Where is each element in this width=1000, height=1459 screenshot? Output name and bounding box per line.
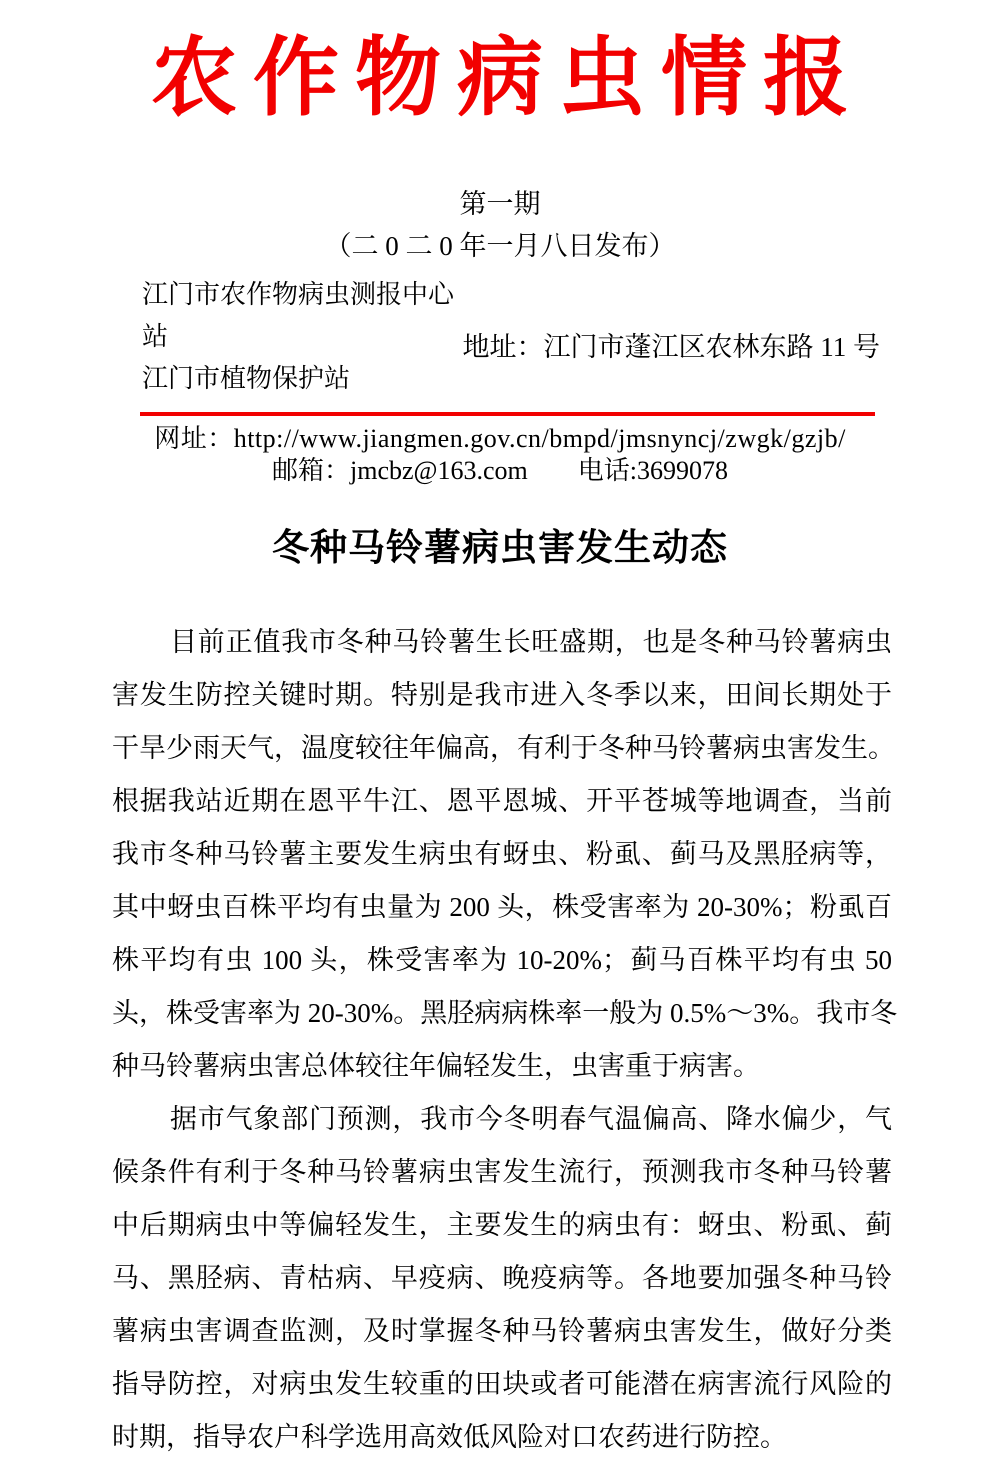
body-line: 种马铃薯病虫害总体较往年偏轻发生，虫害重于病害。 <box>112 1051 760 1081</box>
body-line: 时期，指导农户科学选用高效低风险对口农药进行防控。 <box>112 1422 787 1452</box>
body-line: 据市气象部门预测，我市今冬明春气温偏高、降水偏少，气 <box>170 1104 892 1134</box>
publisher-orgs <box>142 274 463 400</box>
body-line: 株平均有虫 100 头，株受害率为 10-20%；蓟马百株平均有虫 50 <box>112 945 892 975</box>
body-line: 马、黑胫病、青枯病、早疫病、晚疫病等。各地要加强冬种马铃 <box>112 1263 892 1293</box>
body-line: 指导防控，对病虫发生较重的田块或者可能潜在病害流行风险的 <box>112 1369 892 1399</box>
publisher-org-2: 江门市植物保护站 <box>142 364 351 393</box>
email-text: 邮箱：jmcbz@163.com <box>272 456 528 485</box>
publish-date: （二 0 二 0 年一月八日发布） <box>324 231 676 261</box>
body-line: 根据我站近期在恩平牛江、恩平恩城、开平苍城等地调查，当前 <box>112 786 892 816</box>
issue-number: 第一期 <box>459 189 541 219</box>
article <box>0 524 1000 1459</box>
body-line: 中后期病虫中等偏轻发生，主要发生的病虫有：蚜虫、粉虱、蓟 <box>112 1210 892 1240</box>
body-line: 头，株受害率为 20-30%。黑胫病病株率一般为 0.5%～3%。我市冬 <box>112 998 898 1028</box>
bulletin-title: 农作物病虫情报 <box>151 30 865 126</box>
body-line: 候条件有利于冬种马铃薯病虫害发生流行，预测我市冬种马铃薯 <box>112 1157 892 1187</box>
body-line: 目前正值我市冬种马铃薯生长旺盛期，也是冬种马铃薯病虫 <box>170 627 892 657</box>
phone-text: 电话:3699078 <box>577 456 728 485</box>
body-line: 害发生防控关键时期。特别是我市进入冬季以来，田间长期处于 <box>112 680 892 710</box>
masthead <box>0 0 1000 486</box>
publisher-org-1: 江门市农作物病虫测报中心站 <box>142 280 455 351</box>
website-line: 网址：http://www.jiangmen.gov.cn/bmpd/jmsnyncj/zwgk/gzjb/ <box>154 424 846 453</box>
body-line: 我市冬种马铃薯主要发生病虫有蚜虫、粉虱、蓟马及黑胫病等， <box>112 839 892 869</box>
publisher-address: 地址：江门市蓬江区农林东路 11 号 <box>462 331 880 362</box>
contact-line <box>0 456 1000 486</box>
body-line: 薯病虫害调查监测，及时掌握冬种马铃薯病虫害发生，做好分类 <box>112 1316 892 1346</box>
body-line: 其中蚜虫百株平均有虫量为 200 头，株受害率为 20-30%；粉虱百 <box>112 892 892 922</box>
publisher-info-row <box>142 274 880 400</box>
masthead-divider-rule <box>140 412 875 416</box>
article-body <box>112 616 898 1459</box>
article-heading: 冬种马铃薯病虫害发生动态 <box>272 528 728 569</box>
body-line: 干旱少雨天气，温度较往年偏高，有利于冬种马铃薯病虫害发生。 <box>112 733 895 763</box>
